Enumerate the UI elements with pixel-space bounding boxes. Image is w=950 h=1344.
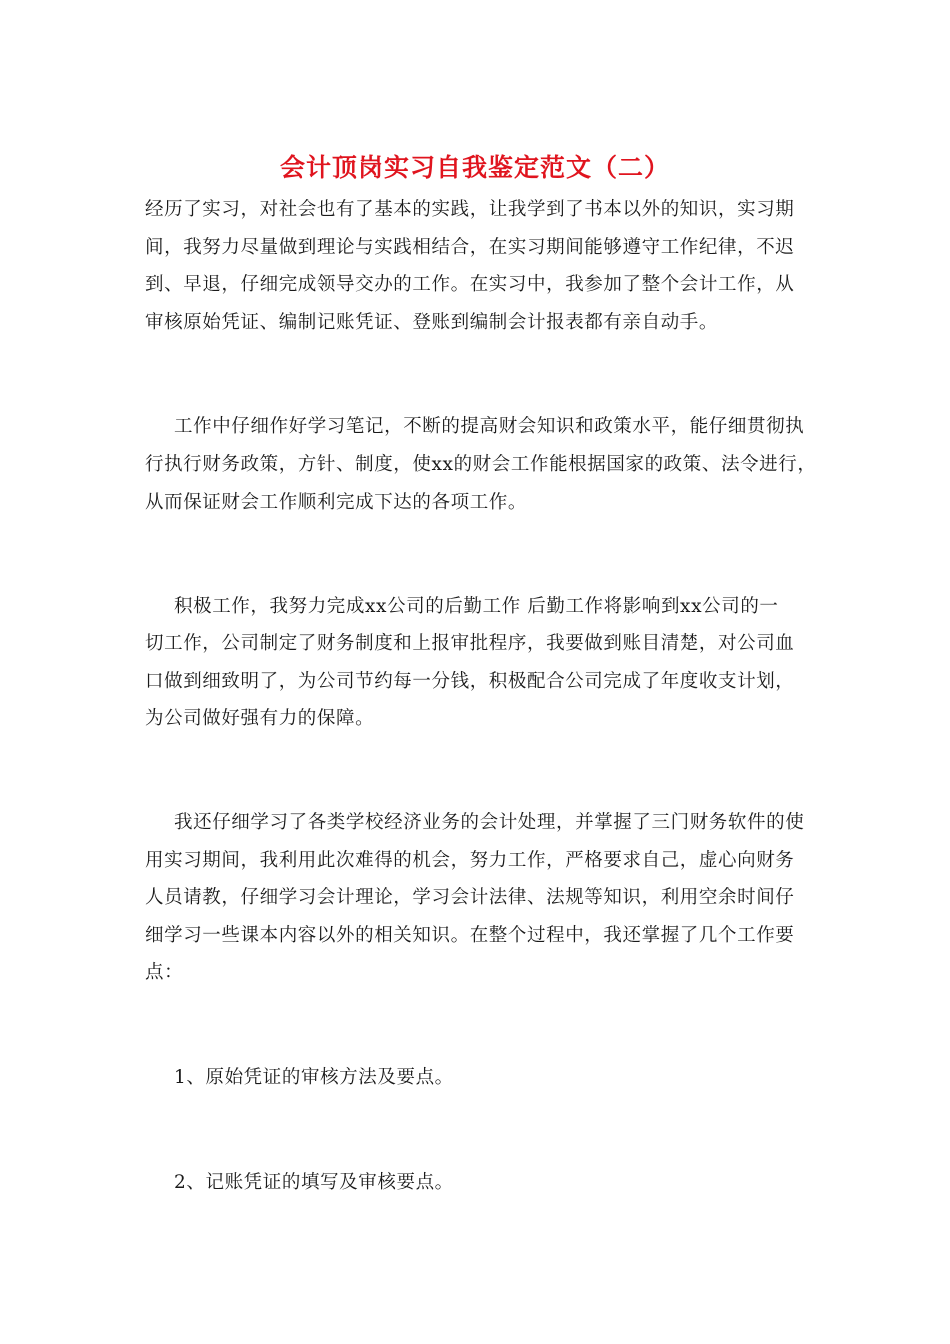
paragraph-3-line-2: 切工作，公司制定了财务制度和上报审批程序，我要做到账目清楚，对公司血 xyxy=(145,633,795,654)
paragraph-2-line-1: 工作中仔细作好学习笔记，不断的提高财会知识和政策水平，能仔细贯彻执 xyxy=(174,416,805,437)
paragraph-1-line-2: 间，我努力尽量做到理论与实践相结合，在实习期间能够遵守工作纪律，不迟 xyxy=(145,237,795,258)
paragraph-1-line-4: 审核原始凭证、编制记账凭证、登账到编制会计报表都有亲自动手。 xyxy=(145,312,719,333)
paragraph-2-line-2: 行执行财务政策，方针、制度，使xx的财会工作能根据国家的政策、法令进行， xyxy=(145,454,817,475)
paragraph-4-line-4: 细学习一些课本内容以外的相关知识。在整个过程中，我还掌握了几个工作要 xyxy=(145,925,795,946)
paragraph-3-line-3: 口做到细致明了，为公司节约每一分钱，积极配合公司完成了年度收支计划， xyxy=(145,671,795,692)
paragraph-3-line-4: 为公司做好强有力的保障。 xyxy=(145,708,375,729)
paragraph-3-line-1: 积极工作，我努力完成xx公司的后勤工作 后勤工作将影响到xx公司的一 xyxy=(174,596,779,617)
paragraph-2-line-3: 从而保证财会工作顺利完成下达的各项工作。 xyxy=(145,492,528,513)
paragraph-4-line-5: 点： xyxy=(145,962,184,983)
list-item-2: 2、记账凭证的填写及审核要点。 xyxy=(174,1172,454,1193)
paragraph-4-line-1: 我还仔细学习了各类学校经济业务的会计处理，并掌握了三门财务软件的使 xyxy=(174,812,805,833)
paragraph-4-line-2: 用实习期间，我利用此次难得的机会，努力工作，严格要求自己，虚心向财务 xyxy=(145,850,795,871)
paragraph-1-line-3: 到、早退，仔细完成领导交办的工作。在实习中，我参加了整个会计工作，从 xyxy=(145,274,795,295)
list-item-1: 1、原始凭证的审核方法及要点。 xyxy=(174,1067,454,1088)
document-title: 会计顶岗实习自我鉴定范文（二） xyxy=(279,153,670,182)
paragraph-4-line-3: 人员请教，仔细学习会计理论，学习会计法律、法规等知识，利用空余时间仔 xyxy=(145,887,795,908)
paragraph-1-line-1: 经历了实习，对社会也有了基本的实践，让我学到了书本以外的知识，实习期 xyxy=(145,199,795,220)
